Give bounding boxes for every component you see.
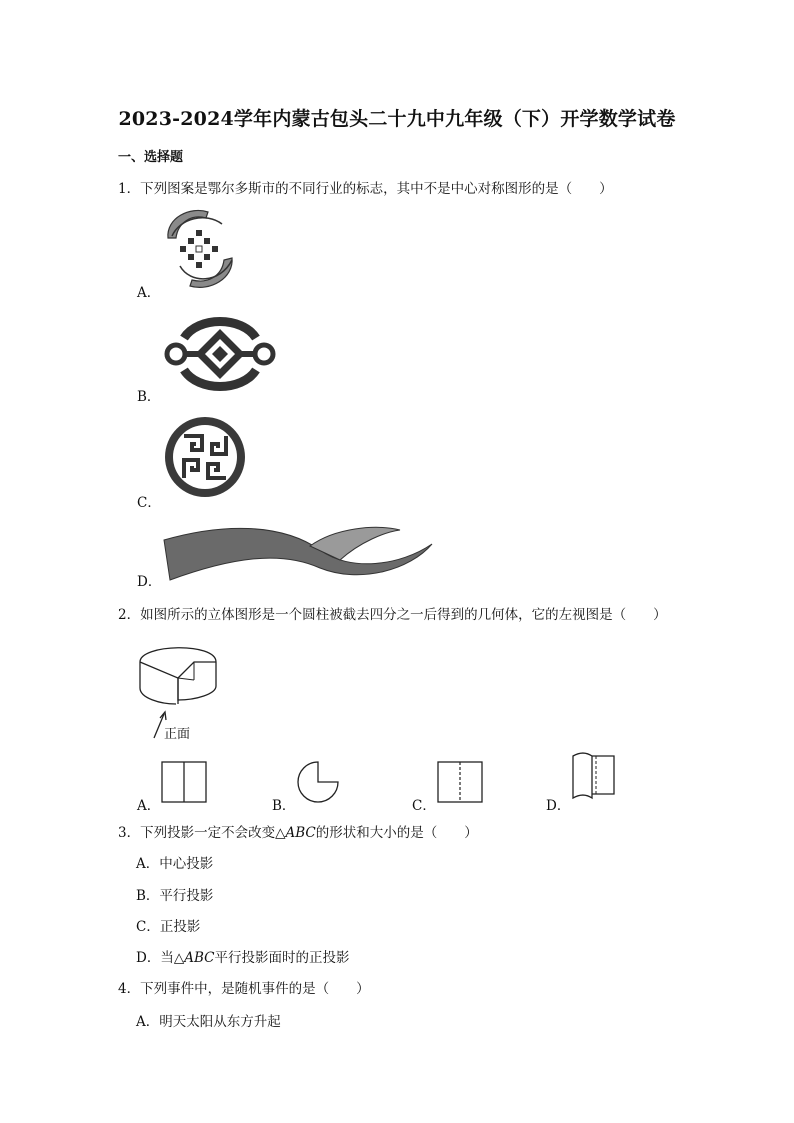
logo-b-icon: [164, 316, 276, 392]
q2-option-a[interactable]: A．: [137, 798, 161, 814]
view-d-icon: [570, 750, 620, 802]
q1-option-c[interactable]: C．: [137, 495, 161, 511]
q3-option-c[interactable]: C．正投影: [136, 919, 201, 935]
q2-option-c[interactable]: C．: [412, 798, 436, 814]
view-c-icon: [436, 760, 484, 804]
q1-option-b[interactable]: B．: [137, 389, 161, 405]
q3-optd-abc: ABC: [184, 950, 215, 966]
q1-option-a[interactable]: A．: [137, 285, 161, 301]
question-2-stem: 2．如图所示的立体图形是一个圆柱被截去四分之一后得到的几何体，它的左视图是（ ）: [118, 607, 667, 623]
q2-option-b[interactable]: B．: [272, 798, 296, 814]
q3-stem-abc: ABC: [285, 825, 316, 841]
logo-c-icon: [162, 414, 248, 500]
q3-stem-pre: 3．下列投影一定不会改变△: [118, 825, 286, 841]
q3-optd-pre: D．当△: [136, 950, 185, 966]
question-1-stem: 1．下列图案是鄂尔多斯市的不同行业的标志，其中不是中心对称图形的是（ ）: [118, 181, 613, 197]
q3-stem-post: 的形状和大小的是（ ）: [315, 825, 478, 841]
q3-option-d[interactable]: [136, 946, 349, 966]
q3-option-a[interactable]: A．中心投影: [136, 856, 214, 872]
page-title: 2023-2024学年内蒙古包头二十九中九年级（下）开学数学试卷: [118, 108, 676, 130]
q1-option-d[interactable]: D．: [137, 574, 162, 590]
question-4-stem: 4．下列事件中，是随机事件的是（ ）: [118, 981, 370, 997]
q2-option-d[interactable]: D．: [546, 798, 571, 814]
section-heading: 一、选择题: [118, 150, 184, 165]
front-view-label: 正面: [164, 727, 191, 742]
q3-optd-post: 平行投影面时的正投影: [214, 950, 350, 966]
question-3-stem: [118, 821, 478, 841]
view-a-icon: [160, 760, 208, 804]
view-b-icon: [296, 760, 342, 806]
q4-option-a[interactable]: A．明天太阳从东方升起: [136, 1014, 281, 1030]
ribbon-d-icon: [160, 520, 436, 584]
logo-a-icon: [160, 208, 240, 290]
q3-option-b[interactable]: B．平行投影: [136, 888, 214, 904]
